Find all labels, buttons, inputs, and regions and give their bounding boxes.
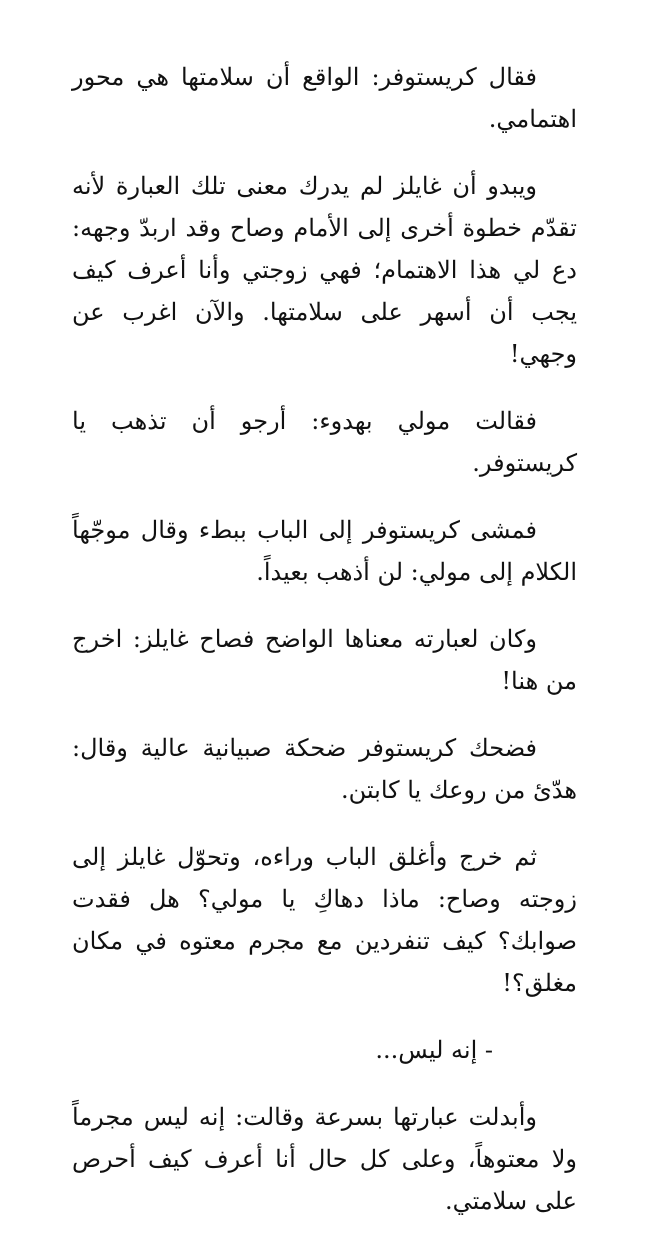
paragraph: فقالت مولي بهدوء: أرجو أن تذهب يا كريستوفر.: [72, 407, 577, 477]
book-page: [72, 56, 577, 1247]
paragraph: وكان لعبارته معناها الواضح فصاح غايلز: اخرج من هنا!: [72, 625, 577, 695]
paragraph: فمشى كريستوفر إلى الباب ببطء وقال موجّهاً الكلام إلى مولي: لن أذهب بعيداً.: [72, 516, 577, 586]
paragraph: فقال كريستوفر: الواقع أن سلامتها هي محور اهتمامي.: [72, 63, 577, 133]
paragraph: ثم خرج وأغلق الباب وراءه، وتحوّل غايلز إلى زوجته وصاح: ماذا دهاكِ يا مولي؟ هل فقدت صوابك؟ كيف تنفردين مع مجرم معتوه في مكان مغلق؟!: [72, 843, 577, 997]
paragraph: ويبدو أن غايلز لم يدرك معنى تلك العبارة لأنه تقدّم خطوة أخرى إلى الأمام وصاح وقد اربدّ وجهه: دع لي هذا الاهتمام؛ فهي زوجتي وأنا أعرف كيف يجب أن أسهر على سلامتها. والآن اغرب عن وجهي!: [72, 172, 577, 368]
paragraph: فضحك كريستوفر ضحكة صبيانية عالية وقال: هدّئ من روعك يا كابتن.: [72, 734, 577, 804]
dialogue-line: - إنه ليس...: [375, 1036, 493, 1064]
paragraph: وأبدلت عبارتها بسرعة وقالت: إنه ليس مجرماً ولا معتوهاً، وعلى كل حال أنا أعرف كيف أحرص على سلامتي.: [72, 1103, 577, 1215]
